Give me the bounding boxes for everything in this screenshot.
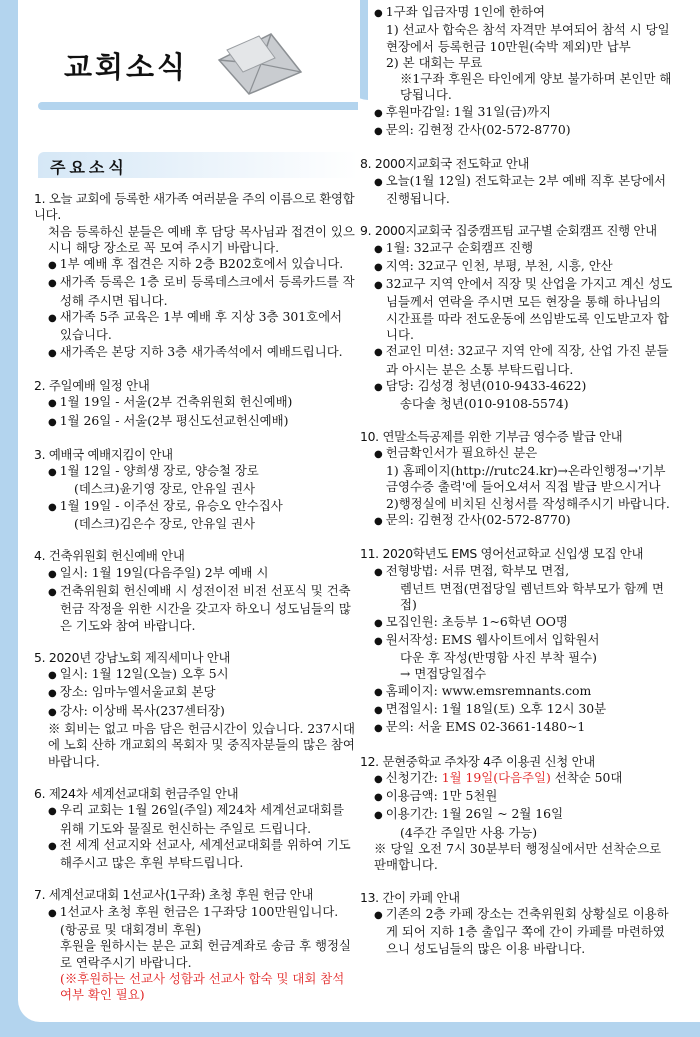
notice-heading: 8. 2000지교회국 전도학교 안내 (360, 156, 530, 172)
notice-section (34, 447, 356, 532)
notice-line: ● 후원마감일: 1월 31일(금)까지 (360, 104, 676, 122)
right-column (360, 4, 676, 973)
notice-line: ● 일시: 1월 12일(오늘) 오후 5시 (34, 666, 356, 684)
left-column (34, 191, 356, 1019)
notice-section (360, 429, 676, 531)
notice-line: ● 문의: 김현정 간사(02-572-8770) (360, 512, 676, 530)
notice-line: ※1구좌 후원은 타인에게 양보 불가하며 본인만 해당됩니다. (400, 71, 672, 103)
notice-line: ● 새가족은 본당 지하 3층 새가족석에서 예배드립니다. (34, 344, 356, 362)
section-subheading (38, 152, 358, 178)
notice-line: ● 장소: 임마누엘서울교회 본당 (34, 684, 356, 702)
notice-line: ※ 당일 오전 7시 30분부터 행정실에서만 선착순으로 판매합니다. (374, 841, 662, 873)
notice-line: ● 우리 교회는 1월 26일(주일) 제24차 세계선교대회를 위해 기도와 물질로 헌신하는 주일로 드립니다. (34, 802, 356, 837)
notice-section (360, 754, 676, 874)
notice-heading: 13. 간이 카페 안내 (360, 889, 460, 905)
page-title: 교회소식 (64, 50, 189, 84)
notice-line: ● 헌금확인서가 필요하신 분은 (360, 445, 676, 463)
notice-line: ● 1선교사 초청 후원 헌금은 1구좌당 100만원입니다. (항공료 및 대회경비 후원) (34, 904, 356, 939)
notice-line (360, 770, 676, 788)
notice-section (34, 650, 356, 770)
notice-line: ● 1월: 32교구 순회캠프 진행 (360, 240, 676, 258)
subheading-text: 주요소식 (50, 158, 128, 177)
notice-line: ● 원서작성: EMS 웹사이트에서 입학원서 (360, 632, 676, 650)
notice-line: ● 문의: 김현정 간사(02-572-8770) (360, 122, 676, 140)
notice-line: (데스크)김은수 장로, 안유일 권사 (74, 516, 256, 532)
notice-line: ● 전 세계 선교지와 선교사, 세계선교대회를 위하여 기도해주시고 많은 후원 부탁드립니다. (34, 837, 356, 872)
envelope-icon (213, 28, 305, 98)
highlight-text: 1월 19일(다음주일) (441, 769, 551, 785)
notice-section (34, 191, 356, 362)
notice-line: ● 1월 12일 - 양희생 장로, 양승철 장로 (34, 463, 356, 481)
notice-section (360, 156, 676, 207)
notice-heading: 7. 세계선교대회 1선교사(1구좌) 초청 후원 헌금 안내 (34, 887, 314, 903)
notice-section (360, 223, 676, 412)
notice-line: ● 1월 26일 - 서울(2부 평신도선교헌신예배) (34, 413, 356, 431)
notice-heading: 10. 연말소득공제를 위한 기부금 영수증 발급 안내 (360, 428, 623, 444)
notice-line: ● 1월 19일 - 서울(2부 건축위원회 헌신예배) (34, 394, 356, 412)
notice-line: ● 기존의 2층 카페 장소는 건축위원회 상황실로 이용하게 되어 지하 1층 출입구 쪽에 간이 카페를 마련하였으니 성도님들의 많은 이용 바랍니다. (360, 906, 676, 957)
notice-heading: 9. 2000지교회국 집중캠프팀 교구별 순회캠프 진행 안내 (360, 223, 657, 239)
notice-line: 처음 등록하신 분들은 예배 후 담당 목사님과 접견이 있으시니 해당 장소로 꼭 모여 주시기 바랍니다. (48, 223, 355, 255)
notice-line: ● 새가족 등록은 1층 로비 등록데스크에서 등록카드를 작성해 주시면 됩니다. (34, 274, 356, 309)
notice-line: ● 32교구 지역 안에서 직장 및 산업을 가지고 계신 성도님들께서 연락을 주시면 모든 현장을 통해 하나님의 시간표를 따라 전도운동에 쓰임받도록 인도받고자 합니다. (360, 276, 676, 343)
notice-line: ● 지역: 32교구 인천, 부평, 부천, 시흥, 안산 (360, 258, 676, 276)
notice-section (360, 4, 676, 140)
notice-line: ● 건축위원회 헌신예배 시 성전이전 비전 선포식 및 건축헌금 작정을 위한 시간을 갖고자 하오니 성도님들의 많은 기도와 참여 바랍니다. (34, 583, 356, 634)
notice-section (34, 887, 356, 1003)
line-text: 선착순 50대 (550, 769, 623, 785)
notice-line: 렘넌트 면접(면접당일 렘넌트와 학부모가 함께 면접) (400, 580, 664, 613)
notice-line: ● 1부 예배 후 접견은 지하 2층 B202호에서 있습니다. (34, 256, 356, 274)
notice-heading: 11. 2020학년도 EMS 영어선교학교 신입생 모집 안내 (360, 546, 644, 562)
notice-line: 1) 홈페이지(http://rutc24.kr)→온라인행정→'기부금영수증 출력'에 들어오셔서 직접 발급 받으시거나 (386, 463, 666, 495)
notice-line: 송다솔 청년(010-9108-5574) (400, 396, 569, 412)
notice-line: 2) 본 대회는 무료 (386, 54, 483, 70)
notice-line: (4주간 주일만 사용 가능) (400, 824, 538, 840)
notice-line: ● 전교인 미션: 32교구 지역 안에 직장, 산업 가진 분들과 아시는 분은 소통 부탁드립니다. (360, 343, 676, 378)
notice-section (360, 890, 676, 957)
line-text: 신청기간: (385, 769, 442, 785)
notice-heading: 12. 문현중학교 주차장 4주 이용권 신청 안내 (360, 753, 595, 769)
notice-line: → 면접당일접수 (400, 666, 487, 682)
notice-section (34, 378, 356, 431)
notice-line: ● 일시: 1월 19일(다음주일) 2부 예배 시 (34, 565, 356, 583)
notice-heading: 3. 예배국 예배지킴이 안내 (34, 446, 173, 462)
notice-line: ● 이용기간: 1월 26일 ~ 2월 16일 (360, 806, 676, 824)
notice-line: 1) 선교사 합숙은 참석 자격만 부여되어 참석 시 당일 현장에서 등록헌금 10만원(숙박 제외)만 납부 (386, 22, 670, 54)
notice-line: ● 오늘(1월 12일) 전도학교는 2부 예배 직후 본당에서 진행됩니다. (360, 173, 676, 208)
notice-section (34, 548, 356, 633)
notice-line: (데스크)윤기영 장로, 안유일 권사 (74, 481, 256, 497)
notice-heading: 1. 오늘 교회에 등록한 새가족 여러분을 주의 이름으로 환영합니다. (34, 191, 355, 223)
notice-heading: 5. 2020년 강남노회 제직세미나 안내 (34, 649, 231, 665)
notice-line: ● 면접일시: 1월 18일(토) 오후 12시 30분 (360, 701, 676, 719)
notice-heading: 2. 주일예배 일정 안내 (34, 377, 150, 393)
notice-line: ● 홈페이지: www.emsremnants.com (360, 683, 676, 701)
notice-line: 2)행정실에 비치된 신청서를 작성해주시기 바랍니다. (386, 495, 670, 511)
notice-line: 후원을 원하시는 분은 교회 헌금계좌로 송금 후 행정실로 연락주시기 바랍니다. (60, 938, 351, 970)
notice-line: (※후원하는 선교사 성함과 선교사 합숙 및 대회 참석여부 확인 필요) (60, 970, 345, 1003)
notice-line: ● 문의: 서울 EMS 02-3661-1480~1 (360, 719, 676, 737)
notice-line: ● 모집인원: 초등부 1~6학년 OO명 (360, 614, 676, 632)
notice-line: ● 전형방법: 서류 면접, 학부모 면접, (360, 563, 676, 581)
notice-line: ● 1구좌 입금자명 1인에 한하여 (360, 4, 676, 22)
notice-section (34, 786, 356, 871)
notice-line: ● 1월 19일 - 이주선 장로, 유승오 안수집사 (34, 498, 356, 516)
notice-line: ● 이용금액: 1만 5천원 (360, 788, 676, 806)
notice-line: ※ 회비는 없고 마음 담은 헌금시간이 있습니다. 237시대에 노회 산하 개교회의 목회자 및 중직자분들의 많은 참여 바랍니다. (48, 721, 355, 769)
notice-line: 다운 후 작성(반명함 사진 부착 필수) (400, 650, 597, 666)
notice-heading: 6. 제24차 세계선교대회 헌금주일 안내 (34, 785, 239, 801)
notice-heading: 4. 건축위원회 헌신예배 안내 (34, 548, 185, 564)
notice-section (360, 546, 676, 737)
notice-line: ● 강사: 이상배 목사(237센터장) (34, 703, 356, 721)
notice-line: ● 담당: 김성경 청년(010-9433-4622) (360, 378, 676, 396)
title-underbar (38, 102, 358, 110)
notice-line: ● 새가족 5주 교육은 1부 예배 후 지상 3층 301호에서 있습니다. (34, 309, 356, 344)
